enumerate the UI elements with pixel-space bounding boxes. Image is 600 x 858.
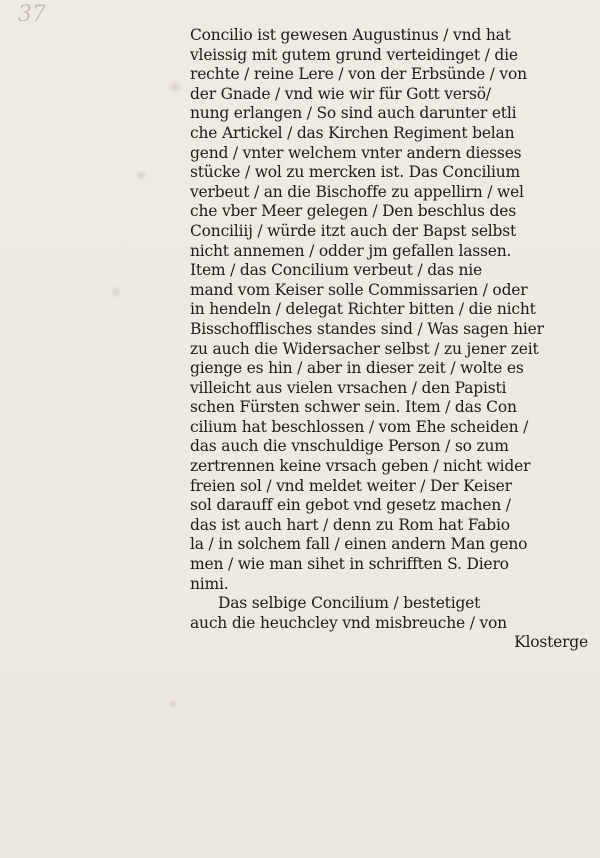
catchword: Klosterge: [514, 633, 588, 652]
text-line: Conciliij / würde itzt auch der Bapst selbst: [190, 221, 517, 240]
text-line: rechte / reine Lere / von der Erbsünde / von: [190, 65, 527, 84]
text-line: Concilio ist gewesen Augustinus / vnd hat: [190, 26, 511, 44]
text-line: der Gnade / vnd wie wir für Gott versö/: [190, 84, 491, 103]
text-line: freien sol / vnd meldet weiter / Der Keiser: [190, 476, 512, 495]
text-line: verbeut / an die Bischoffe zu appellirn / wel: [190, 182, 524, 201]
text-line: men / wie man sihet in schrifften S. Diero: [190, 555, 509, 574]
text-line: Item / das Concilium verbeut / das nie: [190, 261, 482, 280]
text-block: [190, 26, 598, 653]
text-line: nicht annemen / odder jm gefallen lassen.: [190, 241, 512, 260]
text-line: zu auch die Widersacher selbst / zu jener zeit: [190, 339, 539, 358]
text-line: cilium hat beschlossen / vom Ehe scheiden /: [190, 417, 529, 436]
text-line: Bisschofflisches standes sind / Was sagen hier: [190, 319, 544, 338]
folio-number: 37: [18, 2, 46, 27]
text-line: das auch die vnschuldige Person / so zum: [190, 437, 509, 456]
text-line: stücke / wol zu mercken ist. Das Concilium: [190, 163, 521, 182]
ink-smudge: [136, 170, 146, 180]
text-line: zertrennen keine vrsach geben / nicht wider: [190, 457, 531, 476]
ink-smudge: [112, 286, 120, 298]
text-line: che Artickel / das Kirchen Regiment belan: [190, 123, 515, 142]
text-line: Das selbige Concilium / bestetiget: [218, 594, 481, 613]
text-line: auch die heuchcley vnd misbreuche / von: [190, 613, 507, 632]
text-line: nimi.: [190, 574, 229, 593]
text-line: gend / vnter welchem vnter andern diesses: [190, 143, 522, 162]
text-line: nung erlangen / So sind auch darunter etli: [190, 104, 517, 123]
text-line: schen Fürsten schwer sein. Item / das Con: [190, 398, 517, 417]
text-line: sol darauff ein gebot vnd gesetz machen /: [190, 496, 511, 515]
text-line: vleissig mit gutem grund verteidinget / die: [190, 45, 518, 64]
text-line: mand vom Keiser solle Commissarien / oder: [190, 280, 528, 299]
ink-smudge: [168, 700, 178, 708]
text-line: che vber Meer gelegen / Den beschlus des: [190, 202, 516, 221]
text-line: gienge es hin / aber in dieser zeit / wolte es: [190, 359, 524, 378]
text-line: in hendeln / delegat Richter bitten / die nicht: [190, 300, 536, 319]
text-line: villeicht aus vielen vrsachen / den Papisti: [190, 378, 507, 397]
ink-smudge: [168, 82, 182, 92]
text-line: das ist auch hart / denn zu Rom hat Fabio: [190, 515, 510, 534]
text-line: la / in solchem fall / einen andern Man geno: [190, 535, 528, 554]
